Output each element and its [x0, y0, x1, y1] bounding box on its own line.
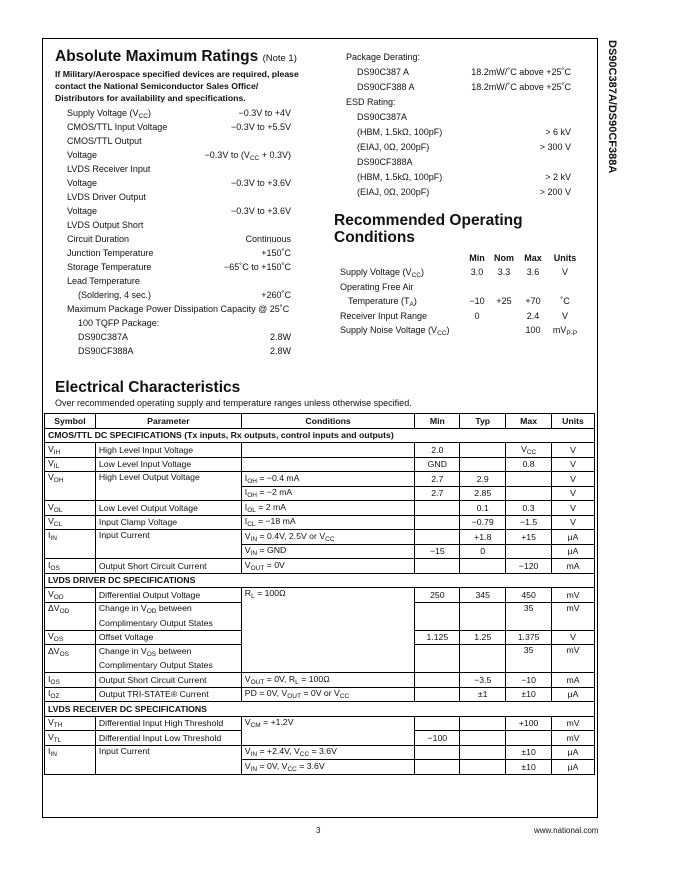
- ec-title: Electrical Characteristics: [55, 379, 241, 396]
- derating-label: DS90CF388 A: [357, 82, 415, 92]
- amr-label: CMOS/TTL Output: [67, 136, 142, 146]
- derating-value: 18.2mW/˚C above +25˚C: [471, 67, 571, 77]
- roc-value: 0: [474, 310, 480, 321]
- amr-value: −0.3V to +5.5V: [230, 122, 291, 132]
- pkg-label: DS90C387A: [78, 332, 129, 342]
- amr-value: −0.3V to +3.6V: [230, 206, 291, 216]
- roc-label: Supply Voltage $(V_{CC})$: [340, 267, 424, 279]
- roc-label: Temperature $(T_A)$: [348, 296, 417, 308]
- ec-section-lvds-driver: LVDS DRIVER DC SPECIFICATIONS: [45, 573, 595, 588]
- amr-value: −0.3V to +3.6V: [230, 178, 291, 188]
- side-title: DS90C387A/DS90CF388A: [606, 40, 618, 174]
- table-row: $V_{OS}$ Offset Voltage 1.125 1.25 1.375 V: [45, 630, 595, 645]
- table-row: $I_{IN}$ Input Current $V_{IN} = 0.4V$, 2.5V or $V_{CC}$ +1.8 +15 μA: [45, 530, 595, 545]
- ec-section-lvds-receiver: LVDS RECEIVER DC SPECIFICATIONS: [45, 702, 595, 717]
- roc-value: −10: [469, 296, 485, 306]
- table-row: $V_{CL}$ Input Clamp Voltage $I_{CL} = -18$ mA −0.79 −1.5 V: [45, 515, 595, 530]
- roc-label: Supply Noise Voltage $(V_{CC})$: [340, 325, 450, 337]
- amr-value: Continuous: [245, 234, 291, 244]
- table-row: $V_{IN}$ = GND −15 0 μA: [45, 544, 595, 559]
- roc-value: V: [561, 267, 568, 277]
- table-row: $I_{OH} = -2$ mA 2.7 2.85 V: [45, 486, 595, 501]
- amr-label: LVDS Driver Output: [67, 192, 146, 202]
- amr-label: (Soldering, 4 sec.): [78, 290, 152, 300]
- table-row: $V_{OL}$ Low Level Output Voltage $I_{OL} = 2$ mA 0.1 0.3 V: [45, 501, 595, 516]
- amr-value: +150˚C: [261, 248, 291, 258]
- amr-label: Voltage: [67, 150, 98, 160]
- ec-section-cmos: CMOS/TTL DC SPECIFICATIONS (Tx inputs, Rx outputs, control inputs and outputs): [45, 428, 595, 443]
- pkg-value: 2.8W: [269, 346, 291, 356]
- amr-value: −65˚C to +150˚C: [223, 262, 291, 272]
- roc-value: 2.4: [526, 310, 540, 321]
- ec-header-row: Symbol Parameter Conditions Min Typ Max Units: [45, 414, 595, 429]
- table-row: $V_{OH}$ High Level Output Voltage $I_{OH} = -0.4$ mA 2.7 2.9 V: [45, 472, 595, 487]
- roc-value: +70: [525, 296, 541, 306]
- table-row: $\Delta V_{OD}$ Change in $V_{OD}$ between 35 mV: [45, 602, 595, 616]
- table-row: $I_{OS}$ Output Short Circuit Current $V_{OUT} = 0V$, $R_L = 100\Omega$ −3.5 −10 mA: [45, 673, 595, 688]
- derating-title: Package Derating:: [346, 52, 421, 62]
- roc-value: 3.6: [526, 267, 540, 277]
- table-row: $V_{TH}$ Differential Input High Threshold $V_{CM} = +1.2V$ +100 mV: [45, 716, 595, 731]
- table-row: Complimentary Output States: [45, 659, 595, 673]
- amr-label: Storage Temperature: [67, 262, 152, 272]
- roc-header: Max: [524, 253, 542, 263]
- amr-label: Supply Voltage $(V_{CC})$: [67, 108, 151, 120]
- table-row: $V_{IN} = 0V$, $V_{CC} = 3.6V$ ±10 μA: [45, 760, 595, 775]
- pkg-label: DS90CF388A: [78, 346, 134, 356]
- amr-title: Absolute Maximum Ratings (Note 1): [55, 48, 297, 65]
- footer-url: www.national.com: [534, 826, 599, 835]
- roc-header: Units: [553, 253, 577, 263]
- esd-label: (HBM, 1.5kΩ, 100pF): [357, 127, 443, 137]
- amr-value: +260˚C: [261, 290, 291, 300]
- roc-header: Nom: [494, 253, 514, 263]
- table-row: $I_{OZ}$ Output TRI-STATE® Current $\overline{PD} = 0V$, $V_{OUT} = 0V$ or $V_{CC}$ ±1 ±10 μA: [45, 687, 595, 702]
- amr-label: LVDS Receiver Input: [67, 164, 151, 174]
- table-row: $I_{IN}$ Input Current $V_{IN} = +2.4V$, $V_{CC} = 3.6V$ ±10 μA: [45, 745, 595, 760]
- roc-value: 3.0: [470, 267, 484, 277]
- esd-value: > 6 kV: [545, 127, 571, 137]
- roc-value: V: [561, 310, 568, 321]
- table-row: $V_{IL}$ Low Level Input Voltage GND 0.8 V: [45, 457, 595, 472]
- amr-label: LVDS Output Short: [67, 220, 144, 230]
- esd-title: ESD Rating:: [346, 97, 396, 107]
- amr-label: Lead Temperature: [67, 276, 140, 286]
- roc-value: $mV_{P-P}$: [552, 325, 578, 337]
- roc-title: Recommended Operating Conditions: [334, 212, 523, 246]
- amr-label: Voltage: [67, 206, 98, 216]
- roc-header: Min: [469, 253, 485, 263]
- derating-label: DS90C387 A: [357, 67, 410, 77]
- esd-label: DS90C387A: [357, 112, 408, 122]
- amr-label: Circuit Duration: [67, 234, 130, 244]
- roc-value: 3.3: [497, 267, 511, 277]
- pkg-value: 2.8W: [269, 332, 291, 342]
- table-row: $I_{OS}$ Output Short Circuit Current $V_{OUT} = 0V$ −120 mA: [45, 559, 595, 574]
- amr-label: Junction Temperature: [67, 248, 154, 258]
- roc-label: Receiver Input Range: [340, 310, 428, 321]
- esd-label: (EIAJ, 0Ω, 200pF): [357, 142, 430, 152]
- table-row: $V_{IH}$ High Level Input Voltage 2.0 $V_{CC}$ V: [45, 443, 595, 458]
- amr-label: Voltage: [67, 178, 98, 188]
- derating-value: 18.2mW/˚C above +25˚C: [471, 82, 571, 92]
- table-row: $V_{OD}$ Differential Output Voltage $R_L = 100\Omega$ 250 345 450 mV: [45, 588, 595, 603]
- table-row: $V_{TL}$ Differential Input Low Threshold −100 mV: [45, 731, 595, 746]
- esd-value: > 300 V: [539, 142, 571, 152]
- power-title: Maximum Package Power Dissipation Capacity @ 25˚C: [67, 304, 290, 314]
- esd-label: (HBM, 1.5kΩ, 100pF): [357, 172, 443, 182]
- ec-table: [44, 413, 595, 775]
- esd-value: > 2 kV: [545, 172, 571, 182]
- roc-label: Operating Free Air: [340, 281, 414, 292]
- package-label: 100 TQFP Package:: [78, 318, 160, 328]
- table-row: Complimentary Output States: [45, 616, 595, 630]
- roc-value: ˚C: [560, 296, 570, 306]
- page-number: 3: [316, 826, 321, 835]
- amr-label: CMOS/TTL Input Voltage: [67, 122, 168, 132]
- amr-military-note: If Military/Aerospace specified devices are required, please contact the National Semiconductor Sales Office/ Distributors for availability and specifications.: [55, 69, 299, 103]
- roc-value: +25: [496, 296, 512, 306]
- esd-label: (EIAJ, 0Ω, 200pF): [357, 187, 430, 197]
- ec-subtitle: Over recommended operating supply and temperature ranges unless otherwise specified.: [55, 398, 412, 408]
- amr-value: −0.3V to +4V: [238, 108, 291, 118]
- esd-value: > 200 V: [539, 187, 571, 197]
- roc-value: 100: [525, 325, 541, 335]
- esd-label: DS90CF388A: [357, 157, 413, 167]
- table-row: $\Delta V_{OS}$ Change in $V_{OS}$ between 35 mV: [45, 645, 595, 659]
- amr-value: −0.3V to $(V_{CC} + 0.3V)$: [204, 150, 291, 162]
